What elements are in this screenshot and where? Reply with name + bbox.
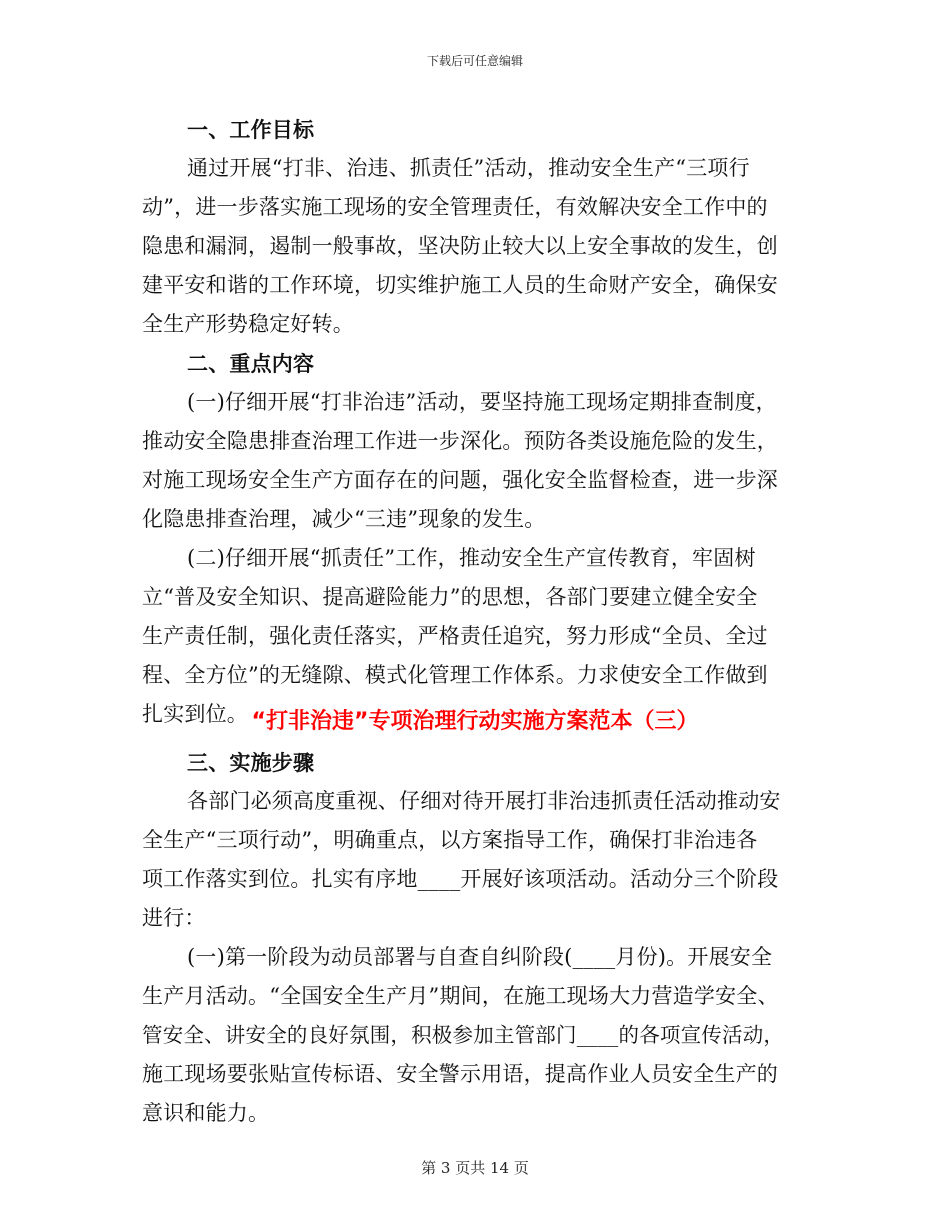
paragraph-line: 动”，进一步落实施工现场的安全管理责任，有效解决安全工作中的 xyxy=(142,195,768,219)
paragraph-line: 立“普及安全知识、提高避险能力”的思想，各部门要建立健全安全 xyxy=(142,585,758,609)
paragraph-line: 各部门必须高度重视、仔细对待开展打非治违抓责任活动推动安 xyxy=(187,789,781,813)
document-body-top xyxy=(142,110,798,734)
document-subtitle: “打非治违”专项治理行动实施方案范本（三） xyxy=(251,709,699,734)
page-header: 下载后可任意编辑 xyxy=(426,54,523,68)
document-body-bottom xyxy=(142,743,798,1133)
page-footer: 第 3 页共 14 页 xyxy=(421,1159,529,1177)
paragraph-line: 推动安全隐患排查治理工作进一步深化。预防各类设施危险的发生， xyxy=(142,429,778,453)
paragraph-line: 全生产“三项行动”，明确重点，以方案指导工作，确保打非治违各 xyxy=(142,828,758,852)
paragraph-line: 建平安和谐的工作环境，切实维护施工人员的生命财产安全，确保安 xyxy=(142,273,778,297)
paragraph-line: 管安全、讲安全的良好氛围，积极参加主管部门____的各项宣传活动， xyxy=(142,1023,785,1047)
paragraph-line: 进行： xyxy=(142,906,206,930)
paragraph-line: 生产月活动。“全国安全生产月”期间，在施工现场大力营造学安全、 xyxy=(142,984,779,1008)
paragraph-line: 化隐患排查治理，减少“三违”现象的发生。 xyxy=(142,507,546,531)
paragraph-line: 生产责任制，强化责任落实，严格责任追究，努力形成“全员、全过 xyxy=(142,624,768,648)
paragraph-line: 程、全方位”的无缝隙、模式化管理工作体系。力求使安全工作做到 xyxy=(142,663,768,687)
paragraph-line: 通过开展“打非、治违、抓责任”活动，推动安全生产“三项行 xyxy=(187,156,750,180)
paragraph-line: 项工作落实到位。扎实有序地____开展好该项活动。活动分三个阶段 xyxy=(142,867,779,891)
paragraph-line: 对施工现场安全生产方面存在的问题，强化安全监督检查，进一步深 xyxy=(142,468,778,492)
paragraph-line: (二)仔细开展“抓责任”工作，推动安全生产宣传教育，牢固树 xyxy=(187,546,756,570)
paragraph-line: (一)第一阶段为动员部署与自查自纠阶段(____月份)。开展安全 xyxy=(187,945,773,969)
section-heading-1: 一、工作目标 xyxy=(187,117,315,142)
paragraph-line: 全生产形势稳定好转。 xyxy=(142,312,354,336)
section-heading-3: 三、实施步骤 xyxy=(187,750,315,775)
paragraph-line: 隐患和漏洞，遏制一般事故，坚决防止较大以上安全事故的发生，创 xyxy=(142,234,778,258)
paragraph-line: 扎实到位。 xyxy=(142,702,248,726)
paragraph-line: 施工现场要张贴宣传标语、安全警示用语，提高作业人员安全生产的 xyxy=(142,1062,778,1086)
paragraph-line: 意识和能力。 xyxy=(142,1101,270,1125)
section-heading-2: 二、重点内容 xyxy=(187,351,315,376)
paragraph-line: (一)仔细开展“打非治违”活动，要坚持施工现场定期排查制度， xyxy=(187,390,777,414)
